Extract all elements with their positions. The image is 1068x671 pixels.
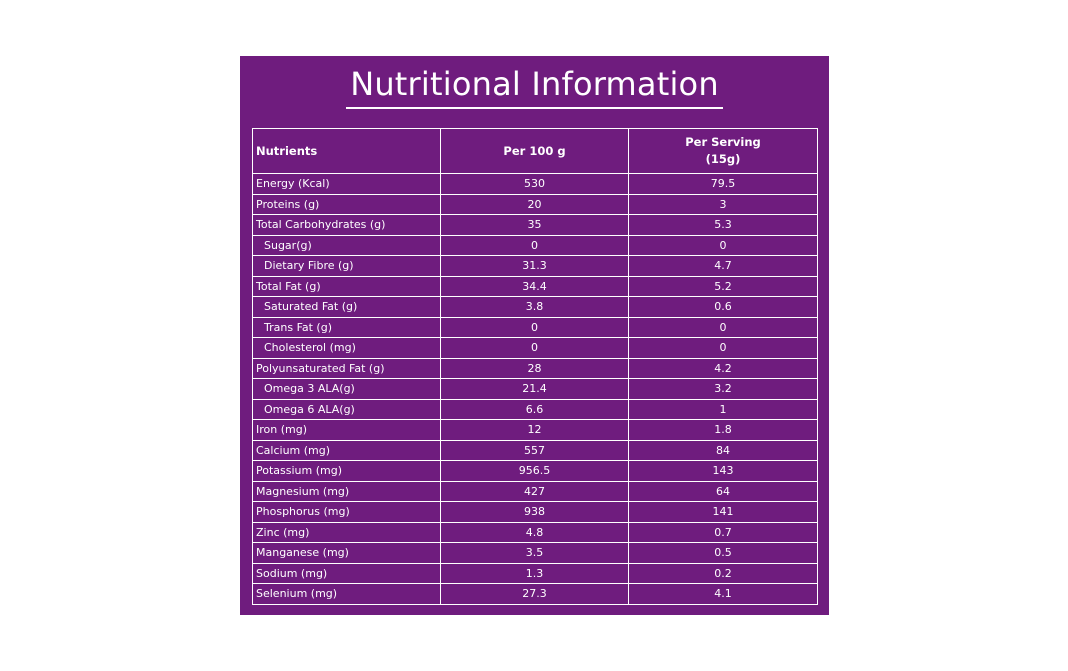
per-serving-cell: 143 bbox=[629, 461, 818, 482]
panel-title bbox=[240, 64, 829, 109]
nutrient-name-cell: Saturated Fat (g) bbox=[253, 297, 441, 318]
per-serving-cell: 3.2 bbox=[629, 379, 818, 400]
per-serving-cell: 5.3 bbox=[629, 215, 818, 236]
per-serving-cell: 3 bbox=[629, 194, 818, 215]
table-row bbox=[253, 563, 818, 584]
table-row bbox=[253, 461, 818, 482]
nutrient-name-cell: Total Carbohydrates (g) bbox=[253, 215, 441, 236]
table-row bbox=[253, 297, 818, 318]
table-row bbox=[253, 194, 818, 215]
table-row bbox=[253, 235, 818, 256]
table-row bbox=[253, 256, 818, 277]
table-row bbox=[253, 440, 818, 461]
table-row bbox=[253, 174, 818, 195]
per-serving-cell: 64 bbox=[629, 481, 818, 502]
per-serving-cell: 0 bbox=[629, 317, 818, 338]
nutrient-name-cell: Zinc (mg) bbox=[253, 522, 441, 543]
per-serving-cell: 0.7 bbox=[629, 522, 818, 543]
nutrient-name-cell: Phosphorus (mg) bbox=[253, 502, 441, 523]
per-serving-cell: 4.7 bbox=[629, 256, 818, 277]
table-row bbox=[253, 338, 818, 359]
nutrient-name-cell: Omega 3 ALA(g) bbox=[253, 379, 441, 400]
per-100g-cell: 0 bbox=[441, 235, 629, 256]
per-serving-cell: 0 bbox=[629, 235, 818, 256]
per-100g-cell: 427 bbox=[441, 481, 629, 502]
nutrition-table bbox=[252, 128, 818, 605]
nutrient-name-cell: Magnesium (mg) bbox=[253, 481, 441, 502]
per-100g-cell: 12 bbox=[441, 420, 629, 441]
per-serving-cell: 0.6 bbox=[629, 297, 818, 318]
nutrient-name-cell: Proteins (g) bbox=[253, 194, 441, 215]
table-row bbox=[253, 522, 818, 543]
header-nutrients: Nutrients bbox=[253, 129, 441, 174]
nutrient-name-cell: Sugar(g) bbox=[253, 235, 441, 256]
per-serving-cell: 4.1 bbox=[629, 584, 818, 605]
table-row bbox=[253, 543, 818, 564]
per-100g-cell: 21.4 bbox=[441, 379, 629, 400]
per-serving-cell: 141 bbox=[629, 502, 818, 523]
nutrient-name-cell: Potassium (mg) bbox=[253, 461, 441, 482]
header-per-serving-line1: Per Serving bbox=[685, 135, 761, 149]
nutrient-name-cell: Manganese (mg) bbox=[253, 543, 441, 564]
per-100g-cell: 35 bbox=[441, 215, 629, 236]
per-100g-cell: 0 bbox=[441, 317, 629, 338]
table-row bbox=[253, 276, 818, 297]
per-serving-cell: 79.5 bbox=[629, 174, 818, 195]
nutrient-name-cell: Calcium (mg) bbox=[253, 440, 441, 461]
per-100g-cell: 956.5 bbox=[441, 461, 629, 482]
header-per-serving-line2: (15g) bbox=[705, 152, 741, 166]
per-100g-cell: 530 bbox=[441, 174, 629, 195]
per-100g-cell: 28 bbox=[441, 358, 629, 379]
per-100g-cell: 3.8 bbox=[441, 297, 629, 318]
per-serving-cell: 4.2 bbox=[629, 358, 818, 379]
table-row bbox=[253, 420, 818, 441]
per-serving-cell: 1 bbox=[629, 399, 818, 420]
nutrition-panel bbox=[240, 56, 829, 615]
per-100g-cell: 0 bbox=[441, 338, 629, 359]
nutrient-name-cell: Cholesterol (mg) bbox=[253, 338, 441, 359]
table-row bbox=[253, 358, 818, 379]
table-row bbox=[253, 379, 818, 400]
per-100g-cell: 3.5 bbox=[441, 543, 629, 564]
per-100g-cell: 938 bbox=[441, 502, 629, 523]
per-100g-cell: 6.6 bbox=[441, 399, 629, 420]
nutrient-name-cell: Total Fat (g) bbox=[253, 276, 441, 297]
nutrient-name-cell: Selenium (mg) bbox=[253, 584, 441, 605]
per-serving-cell: 5.2 bbox=[629, 276, 818, 297]
per-serving-cell: 1.8 bbox=[629, 420, 818, 441]
per-100g-cell: 4.8 bbox=[441, 522, 629, 543]
nutrient-name-cell: Trans Fat (g) bbox=[253, 317, 441, 338]
nutrient-name-cell: Polyunsaturated Fat (g) bbox=[253, 358, 441, 379]
table-row bbox=[253, 502, 818, 523]
nutrient-name-cell: Dietary Fibre (g) bbox=[253, 256, 441, 277]
table-row bbox=[253, 399, 818, 420]
table-body bbox=[253, 174, 818, 605]
per-100g-cell: 1.3 bbox=[441, 563, 629, 584]
per-100g-cell: 27.3 bbox=[441, 584, 629, 605]
table-row bbox=[253, 481, 818, 502]
header-per-100g: Per 100 g bbox=[441, 129, 629, 174]
nutrient-name-cell: Sodium (mg) bbox=[253, 563, 441, 584]
per-100g-cell: 34.4 bbox=[441, 276, 629, 297]
per-100g-cell: 557 bbox=[441, 440, 629, 461]
per-100g-cell: 31.3 bbox=[441, 256, 629, 277]
per-serving-cell: 0 bbox=[629, 338, 818, 359]
table-row bbox=[253, 215, 818, 236]
panel-title-text: Nutritional Information bbox=[346, 64, 723, 109]
per-100g-cell: 20 bbox=[441, 194, 629, 215]
per-serving-cell: 0.5 bbox=[629, 543, 818, 564]
header-per-serving bbox=[629, 129, 818, 174]
per-serving-cell: 0.2 bbox=[629, 563, 818, 584]
table-row bbox=[253, 584, 818, 605]
nutrient-name-cell: Iron (mg) bbox=[253, 420, 441, 441]
nutrient-name-cell: Omega 6 ALA(g) bbox=[253, 399, 441, 420]
per-serving-cell: 84 bbox=[629, 440, 818, 461]
table-row bbox=[253, 317, 818, 338]
nutrient-name-cell: Energy (Kcal) bbox=[253, 174, 441, 195]
table-header-row bbox=[253, 129, 818, 174]
